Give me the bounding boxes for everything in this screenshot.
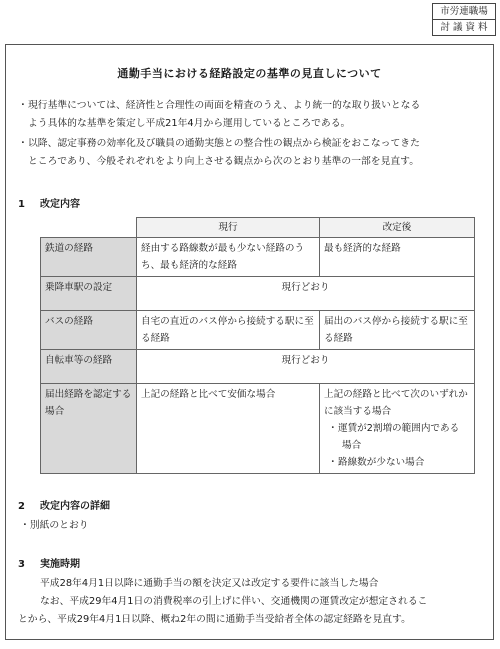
revised-cell: 届出のバス停から接続する駅に至る経路 — [319, 311, 474, 350]
bullet: ・ — [327, 457, 338, 468]
section-3-line-3: とから、平成29年4月1日以降、概ね2年の間に通勤手当受給者全体の認定経路を見直す。 — [18, 614, 411, 625]
section-1-number: 1 — [18, 199, 25, 210]
condition-note-2 — [324, 454, 470, 471]
section-2-heading — [18, 497, 110, 512]
bullet: ・ — [18, 138, 28, 149]
intro-1-line-2: よう具体的な基準を策定し平成21年4月から運用しているところである。 — [28, 118, 351, 129]
distribution-stamp — [432, 3, 496, 36]
section-3-heading — [18, 555, 80, 570]
current-cell: 上記の経路と比べて安価な場合 — [137, 384, 320, 474]
section-3-body — [18, 575, 485, 629]
section-3-line-1: 平成28年4月1日以降に通勤手当の額を決定又は改定する要件に該当した場合 — [40, 578, 379, 589]
intro-1-line-1: 現行基準については、経済性と合理性の両面を精査のうえ、より統一的な取り扱いとなる — [28, 100, 421, 111]
column-header-revised: 改定後 — [319, 218, 474, 238]
condition-2-line-1: 路線数が少ない場合 — [337, 457, 425, 468]
bullet: ・ — [18, 100, 28, 111]
bullet: ・ — [327, 423, 338, 434]
section-2-text: ・別紙のとおり — [20, 520, 89, 531]
column-header-current: 現行 — [137, 218, 320, 238]
row-label: バスの経路 — [41, 311, 137, 350]
table-row — [41, 311, 475, 350]
revised-text: 上記の経路と比べて次のいずれかに該当する場合 — [323, 389, 468, 417]
document-title: 通勤手当における経路設定の基準の見直しについて — [117, 67, 382, 80]
row-label: 乗降車駅の設定 — [41, 277, 137, 311]
section-3-title: 実施時期 — [40, 559, 80, 570]
intro-paragraph-2 — [18, 135, 483, 171]
stamp-line-2: 討 議 資 料 — [433, 19, 495, 35]
revision-table — [40, 217, 475, 474]
intro-2-line-1: 以降、認定事務の効率化及び職員の通勤実態との整合性の観点から検証をおこなってきた — [28, 138, 420, 149]
current-cell: 経由する路線数が最も少ない経路のうち、最も経済的な経路 — [137, 238, 320, 277]
current-cell: 自宅の直近のバス停から接続する駅に至る経路 — [137, 311, 320, 350]
section-2-title: 改定内容の詳細 — [40, 501, 110, 512]
condition-note-1 — [324, 420, 470, 454]
row-label: 鉄道の経路 — [41, 238, 137, 277]
condition-1-line-2: 場合 — [341, 440, 362, 451]
table-row — [41, 238, 475, 277]
table-row — [41, 384, 475, 474]
row-label: 自転車等の経路 — [41, 350, 137, 384]
section-2-number: 2 — [18, 501, 25, 512]
section-3-number: 3 — [18, 559, 25, 570]
merged-cell: 現行どおり — [137, 277, 475, 311]
intro-paragraph-1 — [18, 97, 483, 133]
row-label: 届出経路を認定する場合 — [41, 384, 137, 474]
intro-2-line-2: ところであり、今般それぞれをより向上させる観点から次のとおり基準の一部を見直す。 — [28, 156, 419, 167]
stamp-line-1: 市労連職場 — [440, 6, 488, 17]
condition-1-line-1: 運賃が2割増の範囲内である — [337, 423, 460, 434]
merged-cell: 現行どおり — [137, 350, 475, 384]
table-header-row — [41, 218, 475, 238]
table-row — [41, 350, 475, 384]
table-row — [41, 277, 475, 311]
document-frame — [5, 44, 494, 640]
section-1-heading — [18, 195, 80, 210]
section-1-title: 改定内容 — [40, 199, 80, 210]
revised-cell — [319, 384, 474, 474]
section-3-line-2: なお、平成29年4月1日の消費税率の引上げに伴い、交通機関の運賃改定が想定されるこ — [40, 596, 428, 607]
revised-cell: 最も経済的な経路 — [319, 238, 474, 277]
table-corner — [41, 218, 137, 238]
